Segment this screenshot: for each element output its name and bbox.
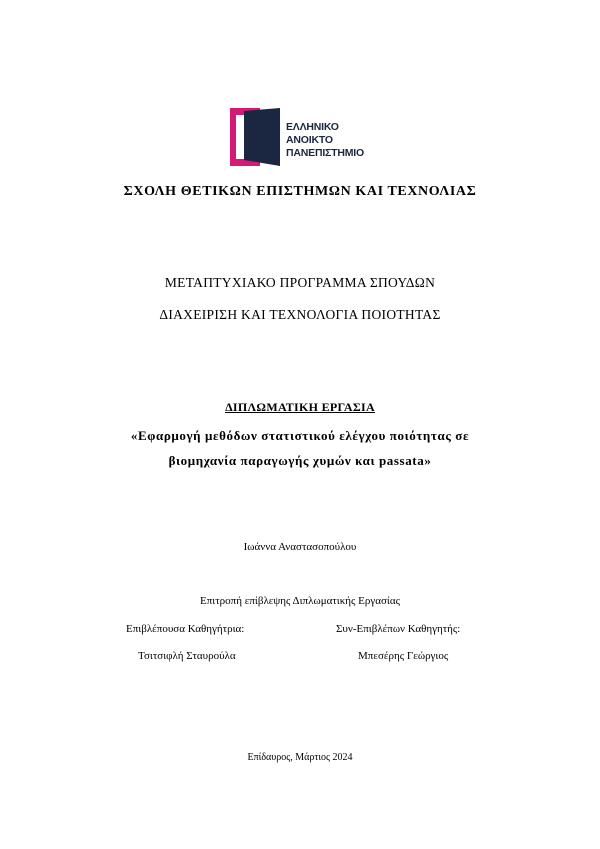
school-name: ΣΧΟΛΗ ΘΕΤΙΚΩΝ ΕΠΙΣΤΗΜΩΝ ΚΑΙ ΤΕΧΝΟΛΙΑΣ <box>123 184 477 199</box>
supervisor-name: Τσιτσιφλή Σταυρούλα <box>138 650 236 662</box>
logo-line-2: ΑΝΟΙΚΤΟ <box>286 134 333 146</box>
logo-line-1: ΕΛΛΗΝΙΚΟ <box>286 121 339 133</box>
committee-heading: Επιτροπή επίβλεψης Διπλωματικής Εργασίας <box>200 595 400 607</box>
logo-mark-icon <box>230 108 280 166</box>
thesis-label: ΔΙΠΛΩΜΑΤΙΚΗ ΕΡΓΑΣΙΑ <box>225 400 375 414</box>
university-logo <box>230 108 380 168</box>
program-line-2: ΔΙΑΧΕΙΡΙΣΗ ΚΑΙ ΤΕΧΝΟΛΟΓΙΑ ΠΟΙΟΤΗΤΑΣ <box>159 307 441 322</box>
program-line-1: ΜΕΤΑΠΤΥΧΙΑΚΟ ΠΡΟΓΡΑΜΜΑ ΣΠΟΥΔΩΝ <box>164 275 436 290</box>
author-name: Ιωάννα Αναστασοπούλου <box>243 541 357 553</box>
thesis-title-line-2: βιομηχανία παραγωγής χυμών και passata» <box>168 453 432 468</box>
supervisor-role: Επιβλέπουσα Καθηγήτρια: <box>126 623 245 635</box>
logo-line-3: ΠΑΝΕΠΙΣΤΗΜΙΟ <box>286 147 364 159</box>
place-date: Επίδαυρος, Μάρτιος 2024 <box>247 752 353 763</box>
logo-text <box>286 121 386 160</box>
thesis-title-line-1: «Εφαρμογή μεθόδων στατιστικού ελέγχου ποιότητας σε <box>130 428 470 443</box>
co-supervisor-role: Συν-Επιβλέπων Καθηγητής: <box>336 623 461 635</box>
co-supervisor-name: Μπεσέρης Γεώργιος <box>358 650 449 662</box>
